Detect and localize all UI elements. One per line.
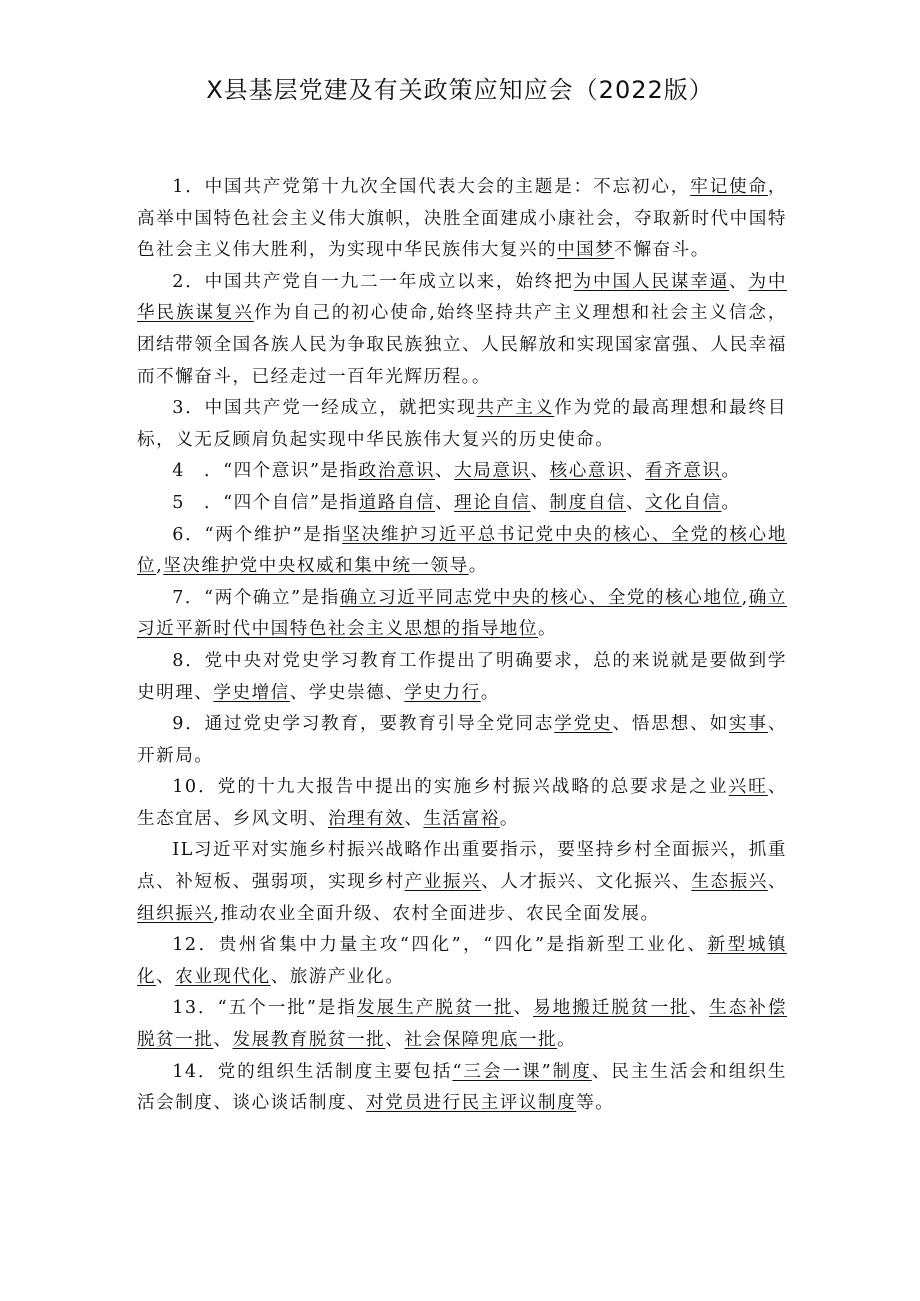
question-text: 、 [213,1030,233,1051]
question-text: 、生态宜居、乡风文明、 [137,777,787,829]
answer-underlined: 文化自信 [645,492,722,513]
question-text: 12．贵州省集中力量主攻“四化”，“四化”是指新型工业化、 [172,935,708,956]
question-text: , [156,556,164,577]
question-text: 、学史崇德、 [289,682,405,703]
answer-underlined: 对党员进行民主评议制度 [366,1093,577,1114]
question-text: 、旅游产业化。 [270,966,405,987]
question-text: 。 [721,492,741,513]
question-item-5 [137,488,787,520]
question-text: ，高举中国特色社会主义伟大旗帜，决胜全面建成小康社会，夺取新时代中国特色社会主义伟大胜利，为实现中华民族伟大复兴的 [137,177,787,261]
question-item-13 [137,993,787,1056]
question-text: 、 [530,492,550,513]
question-text: 、民主生活会和组织生活会制度、谈心谈话制度、 [137,1061,787,1114]
question-text: 。 [499,808,519,829]
question-text: 、 [156,966,176,987]
question-item-1 [137,172,787,267]
answer-underlined: 牢记使命 [690,177,768,197]
answer-underlined: “三会一课”制度 [452,1061,592,1082]
question-text: 7．“两个确立”是指 [172,587,340,608]
answer-underlined: 生态振兴 [691,872,768,893]
answer-underlined: 农业现代化 [175,966,271,987]
question-item-6 [137,520,787,583]
question-text: 等。 [576,1093,615,1114]
answer-underlined: 实事 [729,714,768,735]
question-text: 3．中国共产党一经成立，就把实现 [172,398,477,419]
question-item-10 [137,772,787,835]
question-text: 5 ．“四个自信”是指 [172,492,359,513]
answer-underlined: 共产主义 [476,398,555,419]
question-text: 、 [767,872,787,893]
answer-underlined: 为中国人民谋幸逼 [573,271,730,292]
question-text: 6．“两个维护”是指 [172,524,343,545]
answer-underlined: 治理有效 [327,808,405,829]
answer-underlined: 确立习近平新时代中国特色社会主义思想的指导地位 [137,587,787,640]
question-text: 。 [721,461,741,482]
answer-underlined: 政治意识 [358,461,436,482]
question-text: 、 [729,271,749,292]
answer-underlined: 核心意识 [549,461,627,482]
answer-underlined: 兴旺 [728,777,768,798]
answer-underlined: 看齐意识 [645,461,722,482]
question-text: 、悟思想、如 [612,714,730,735]
question-text: 、 [626,492,646,513]
question-text: 、人才振兴、文化振兴、 [481,872,692,893]
question-text: 。 [557,1030,577,1051]
question-item-12 [137,930,787,993]
question-text: 2．中国共产党自一九二一年成立以来，始终把 [172,271,574,292]
question-text: 作为党的最高理想和最终目标，义无反顾肩负起实现中华民族伟大复兴的历史使命。 [137,398,787,450]
question-text: , [741,587,749,608]
question-item-2 [137,267,787,393]
answer-underlined: 坚决维护党中央权威和集中统一领导 [163,556,469,577]
question-text: 、开新局。 [137,714,787,766]
answer-underlined: 发展教育脱贫一批 [232,1030,386,1051]
question-text: 。 [537,619,558,640]
answer-underlined: 学党史 [554,714,613,735]
question-item-9 [137,709,787,772]
question-text: 。 [468,556,488,577]
question-item-11 [137,835,787,930]
document-body [137,172,787,1120]
question-text: 、 [435,461,455,482]
answer-underlined: 道路自信 [358,492,436,513]
question-text: 、 [626,461,646,482]
answer-underlined: 易地搬迁脱贫一批 [533,998,690,1019]
answer-underlined: 学史力行 [404,682,481,703]
answer-underlined: 社会保障兜底一批 [404,1030,558,1051]
question-text: 8．党中央对党史学习教育工作提出了明确要求，总的来说就是要做到学史明理、 [137,650,787,703]
question-item-14 [137,1057,787,1120]
answer-underlined: 理论自信 [454,492,531,513]
question-text: 、 [689,998,710,1019]
question-text: 不懈奋斗。 [614,240,710,261]
question-text: 10．党的十九大报告中提出的实施乡村振兴战略的总要求是之业 [172,777,729,798]
question-text: 、 [513,998,534,1019]
answer-underlined: 中国梦 [557,240,615,261]
question-text: 1．中国共产党第十九次全国代表大会的主题是：不忘初心， [172,177,691,197]
question-text: 作为自己的初心使命,始终坚持共产主义理想和社会主义信念，团结带领全国各族人民为争取民族独立、人民解放和实现国家富强、人民幸福而不懈奋斗，已经走过一百年光辉历程。。 [137,303,787,387]
question-text: ,推动农业全面升级、农村全面进步、农民全面发展。 [213,903,660,924]
document-title: X县基层党建及有关政策应知应会（2022版） [206,76,714,104]
question-text: 14．党的组织生活制度主要包括 [172,1061,453,1082]
question-text: IL习近平对实施乡村振兴战略作出重要指示，要坚持乡村全面振兴，抓重点、补短板、强弱项，实现乡村 [137,840,787,893]
question-text: 、 [385,1030,405,1051]
answer-underlined: 坚决维护习近平总书记党中央的核心、全党的核心地位 [137,524,787,577]
question-text: 9．通过党史学习教育，要教育引导全党同志 [172,714,555,735]
answer-underlined: 制度自信 [549,492,627,513]
answer-underlined: 学史增信 [213,682,290,703]
question-text: 。 [480,682,500,703]
answer-underlined: 为中华民族谋复兴 [137,271,787,324]
question-item-8 [137,646,787,709]
answer-underlined: 产业振兴 [404,872,482,893]
answer-underlined: 组织振兴 [137,903,214,924]
question-text: 4 ．“四个意识”是指 [172,461,359,482]
answer-underlined: 确立习近平同志党中央的核心、全党的核心地位 [339,587,742,608]
question-item-3 [137,393,787,456]
answer-underlined: 生态补偿脱贫一批 [137,998,787,1051]
answer-underlined: 大局意识 [454,461,531,482]
question-text: 、 [435,492,455,513]
answer-underlined: 生活富裕 [423,808,500,829]
answer-underlined: 新型城镇化 [137,935,787,987]
question-text: 、 [530,461,550,482]
question-item-7 [137,583,787,646]
question-item-4 [137,456,787,488]
question-text: 、 [404,808,424,829]
answer-underlined: 发展生产脱贫一批 [356,998,514,1019]
question-text: 13．“五个一批”是指 [172,998,357,1019]
